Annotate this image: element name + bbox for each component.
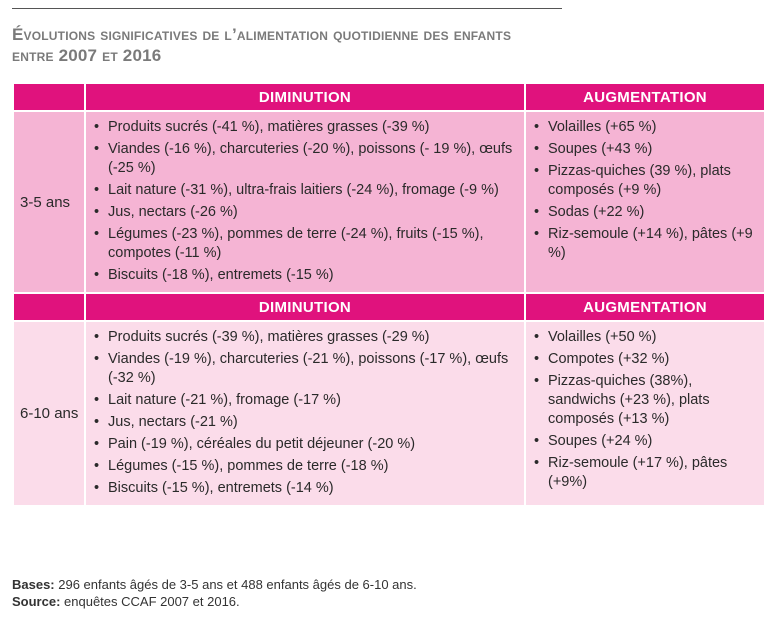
- group-row-6-10: [13, 321, 765, 506]
- list-item: • Riz-semoule (+14 %), pâtes (+9 %): [534, 225, 758, 263]
- list-item: • Pizzas-quiches (38%), sandwichs (+23 %), plats composés (+13 %): [534, 372, 758, 429]
- list-item: • Légumes (-23 %), pommes de terre (-24 %), fruits (-15 %), compotes (-11 %): [94, 225, 518, 263]
- increase-list: [526, 112, 764, 270]
- list-item: • Viandes (-19 %), charcuteries (-21 %), poissons (-17 %), œufs (-32 %): [94, 350, 518, 388]
- list-item: • Biscuits (-15 %), entremets (-14 %): [94, 479, 518, 498]
- list-item: • Biscuits (-18 %), entremets (-15 %): [94, 266, 518, 285]
- title-line-2: entre 2007 et 2016: [12, 46, 162, 65]
- title-line-1: Évolutions significatives de l’alimentation quotidienne des enfants: [12, 25, 512, 44]
- list-item: • Produits sucrés (-39 %), matières grasses (-29 %): [94, 328, 518, 347]
- list-item: • Volailles (+50 %): [534, 328, 758, 347]
- decrease-cell: [85, 111, 525, 293]
- decrease-list: [86, 112, 524, 292]
- list-item: • Soupes (+43 %): [534, 140, 758, 159]
- footer-notes: [12, 576, 417, 610]
- increase-cell: [525, 111, 765, 293]
- increase-cell: [525, 321, 765, 506]
- top-rule: [12, 8, 562, 9]
- age-label: 6-10 ans: [13, 321, 85, 506]
- decrease-list: [86, 322, 524, 505]
- header-decrease: DIMINUTION: [85, 293, 525, 321]
- list-item: • Lait nature (-21 %), fromage (-17 %): [94, 391, 518, 410]
- decrease-cell: [85, 321, 525, 506]
- age-label: 3-5 ans: [13, 111, 85, 293]
- header-blank-cell: [13, 83, 85, 111]
- list-item: • Pizzas-quiches (39 %), plats composés (+9 %): [534, 162, 758, 200]
- list-item: • Riz-semoule (+17 %), pâtes (+9%): [534, 454, 758, 492]
- list-item: • Viandes (-16 %), charcuteries (-20 %), poissons (- 19 %), œufs (-25 %): [94, 140, 518, 178]
- header-increase: AUGMENTATION: [525, 83, 765, 111]
- list-item: • Jus, nectars (-26 %): [94, 203, 518, 222]
- list-item: • Jus, nectars (-21 %): [94, 413, 518, 432]
- header-decrease: DIMINUTION: [85, 83, 525, 111]
- list-item: • Lait nature (-31 %), ultra-frais laitiers (-24 %), fromage (-9 %): [94, 181, 518, 200]
- source-note: [12, 593, 417, 610]
- list-item: • Produits sucrés (-41 %), matières grasses (-39 %): [94, 118, 518, 137]
- bases-text: 296 enfants âgés de 3-5 ans et 488 enfants âgés de 6-10 ans.: [54, 577, 417, 592]
- header-increase: AUGMENTATION: [525, 293, 765, 321]
- increase-list: [526, 322, 764, 499]
- list-item: • Volailles (+65 %): [534, 118, 758, 137]
- header-blank-cell: [13, 293, 85, 321]
- list-item: • Soupes (+24 %): [534, 432, 758, 451]
- list-item: • Pain (-19 %), céréales du petit déjeuner (-20 %): [94, 435, 518, 454]
- source-text: enquêtes CCAF 2007 et 2016.: [60, 594, 240, 609]
- list-item: • Sodas (+22 %): [534, 203, 758, 222]
- header-row-3-5: [13, 83, 765, 111]
- bases-note: [12, 576, 417, 593]
- list-item: • Légumes (-15 %), pommes de terre (-18 %): [94, 457, 518, 476]
- header-row-6-10: [13, 293, 765, 321]
- group-row-3-5: [13, 111, 765, 293]
- source-label: Source:: [12, 594, 61, 609]
- list-item: • Compotes (+32 %): [534, 350, 758, 369]
- bases-label: Bases:: [12, 577, 55, 592]
- document-title: [12, 24, 712, 66]
- food-evolution-table: [12, 82, 766, 507]
